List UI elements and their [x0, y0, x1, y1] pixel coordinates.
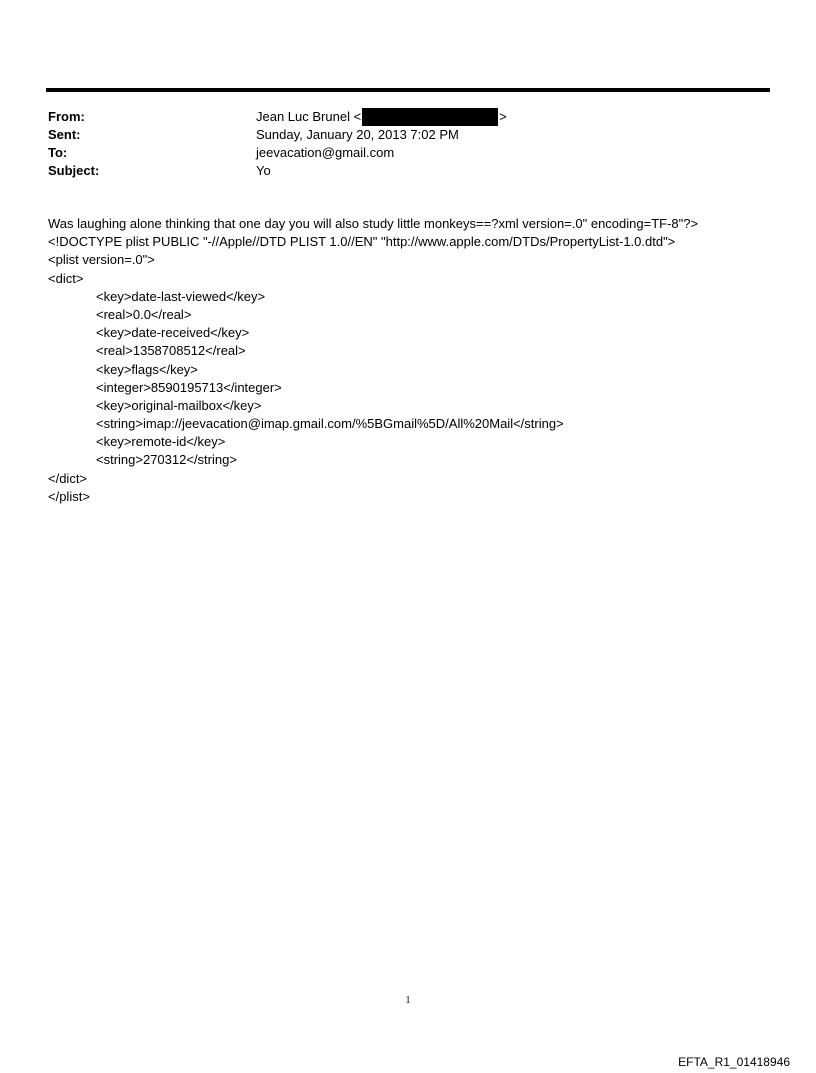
body-line: <plist version=.0"> — [48, 252, 155, 268]
header-divider — [46, 88, 770, 92]
from-suffix: > — [499, 109, 507, 124]
page-number: 1 — [405, 995, 411, 1006]
body-line: <key>remote-id</key> — [96, 434, 226, 450]
from-name: Jean Luc Brunel < — [256, 109, 362, 124]
sent-value: Sunday, January 20, 2013 7:02 PM — [256, 127, 459, 142]
body-line: <real>0.0</real> — [96, 306, 192, 322]
body-line: <key>original-mailbox</key> — [96, 397, 262, 413]
to-row — [48, 144, 748, 162]
from-value — [256, 108, 507, 126]
body-line: </plist> — [48, 488, 90, 504]
body-line: <dict> — [48, 270, 84, 286]
body-line: </dict> — [48, 470, 88, 486]
body-line: <string>imap://jeevacation@imap.gmail.com/%5BGmail%5D/All%20Mail</string> — [96, 416, 564, 432]
body-line: <!DOCTYPE plist PUBLIC "-//Apple//DTD PLIST 1.0//EN" "http://www.apple.com/DTDs/PropertyList-1.0.dtd"> — [48, 234, 676, 250]
to-value: jeevacation@gmail.com — [256, 145, 395, 160]
from-label: From: — [48, 109, 85, 124]
body-line: <key>flags</key> — [96, 361, 198, 377]
body-line: <key>date-last-viewed</key> — [96, 288, 266, 304]
sent-row — [48, 126, 748, 144]
sent-label: Sent: — [48, 127, 81, 142]
redaction-box — [362, 108, 498, 126]
body-line: <integer>8590195713</integer> — [96, 379, 282, 395]
body-line: <real>1358708512</real> — [96, 343, 246, 359]
bates-number: EFTA_R1_01418946 — [678, 1055, 790, 1069]
subject-label: Subject: — [48, 163, 100, 178]
from-row — [48, 108, 748, 126]
body-line: Was laughing alone thinking that one day you will also study little monkeys==?xml version=.0" encoding=TF-8"?> — [48, 216, 699, 231]
to-label: To: — [48, 145, 68, 160]
email-body — [48, 215, 788, 506]
subject-value: Yo — [256, 163, 271, 178]
email-header — [48, 108, 748, 180]
body-line: <key>date-received</key> — [96, 325, 250, 341]
subject-row — [48, 162, 748, 180]
body-line: <string>270312</string> — [96, 452, 237, 468]
